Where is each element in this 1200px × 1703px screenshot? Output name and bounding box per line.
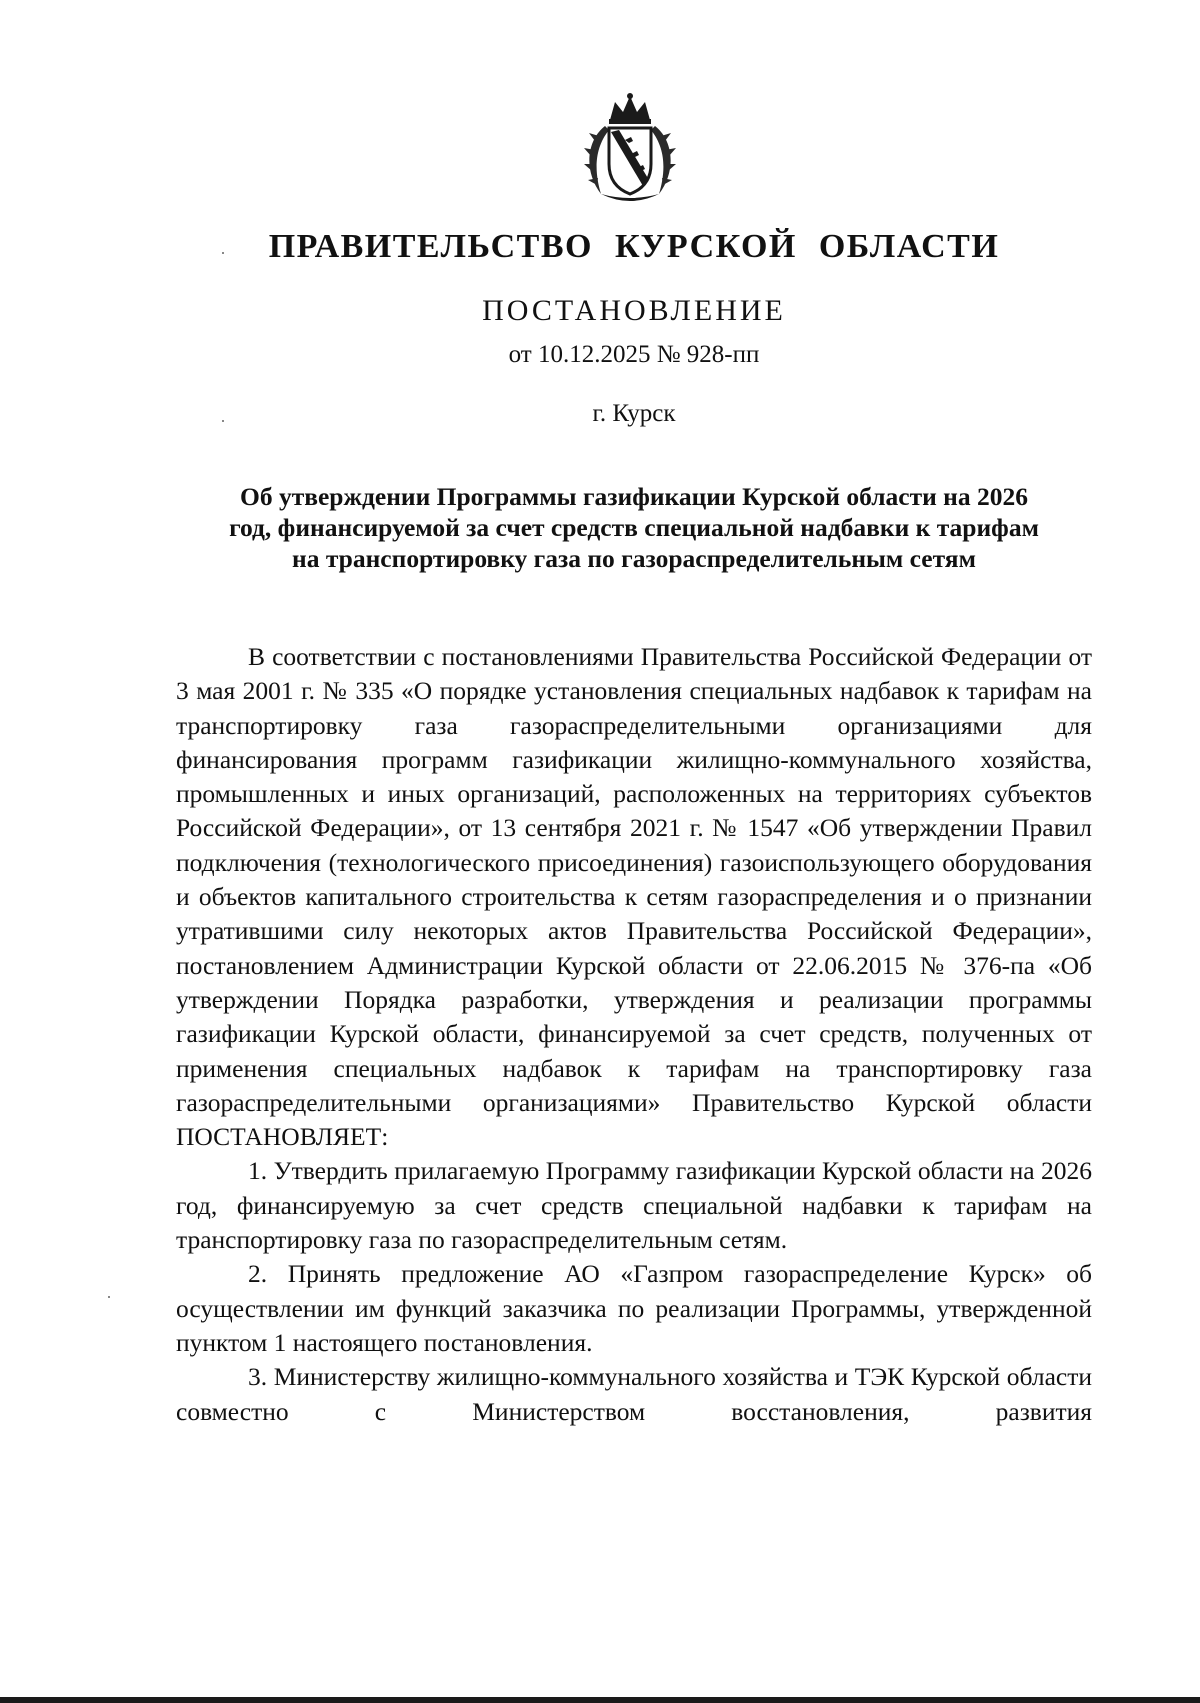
document-number: от 10.12.2025 № 928-пп <box>508 341 760 368</box>
subject-line: год, финансируемой за счет средств специальной надбавки к тарифам <box>229 513 1039 542</box>
subject-line: на транспортировку газа по газораспределительным сетям <box>292 544 976 573</box>
coat-of-arms-icon <box>565 90 695 210</box>
preamble-paragraph: В соответствии с постановлениями Правительства Российской Федерации от 3 мая 2001 г. № 335 «О порядке установления специальных надбавок к тарифам на транспортировку газа газораспределительными организациями для финансирования программ газификации жилищно-коммунального хозяйства, промышленных и иных организаций, расположенных на территориях субъектов Российской Федерации», от 13 сентября 2021 г. № 1547 «Об утверждении Правил подключения (технологического присоединения) газоиспользующего оборудования и объектов капитального строительства к сетям газораспределения и о признании утратившими силу некоторых актов Правительства Российской Федерации», постановлением Администрации Курской области от 22.06.2015 № 376-па «Об утверждении Порядка разработки, утверждения и реализации программы газификации Курской области, финансируемой за счет средств, полученных от применения специальных надбавок к тарифам на транспортировку газа газораспределительными организациями» Правительство Курской области ПОСТАНОВЛЯЕТ: <box>176 642 1092 1152</box>
item-3-paragraph: 3. Министерству жилищно-коммунального хозяйства и ТЭК Курской области совместно с Министерством восстановления, развития <box>176 1362 1092 1426</box>
item-1-paragraph: 1. Утвердить прилагаемую Программу газификации Курской области на 2026 год, финансируемую за счет средств специальной надбавки к тарифам на транспортировку газа по газораспределительным сетям. <box>176 1156 1092 1255</box>
document-body <box>176 640 1092 1429</box>
scan-speck <box>222 252 224 254</box>
item-2-paragraph: 2. Принять предложение АО «Газпром газораспределение Курск» об осуществлении им функций заказчика по реализации Программы, утвержденной пунктом 1 настоящего постановления. <box>176 1259 1092 1357</box>
subject-line: Об утверждении Программы газификации Курской области на 2026 <box>239 482 1028 511</box>
document-city: г. Курск <box>592 400 676 427</box>
document-type: ПОСТАНОВЛЕНИЕ <box>482 294 786 327</box>
document-subject <box>170 481 1098 574</box>
scan-speck <box>222 420 224 422</box>
organization-title: ПРАВИТЕЛЬСТВО КУРСКОЙ ОБЛАСТИ <box>268 228 1000 265</box>
scan-speck <box>108 1296 110 1298</box>
scan-edge-line <box>0 1697 1200 1703</box>
